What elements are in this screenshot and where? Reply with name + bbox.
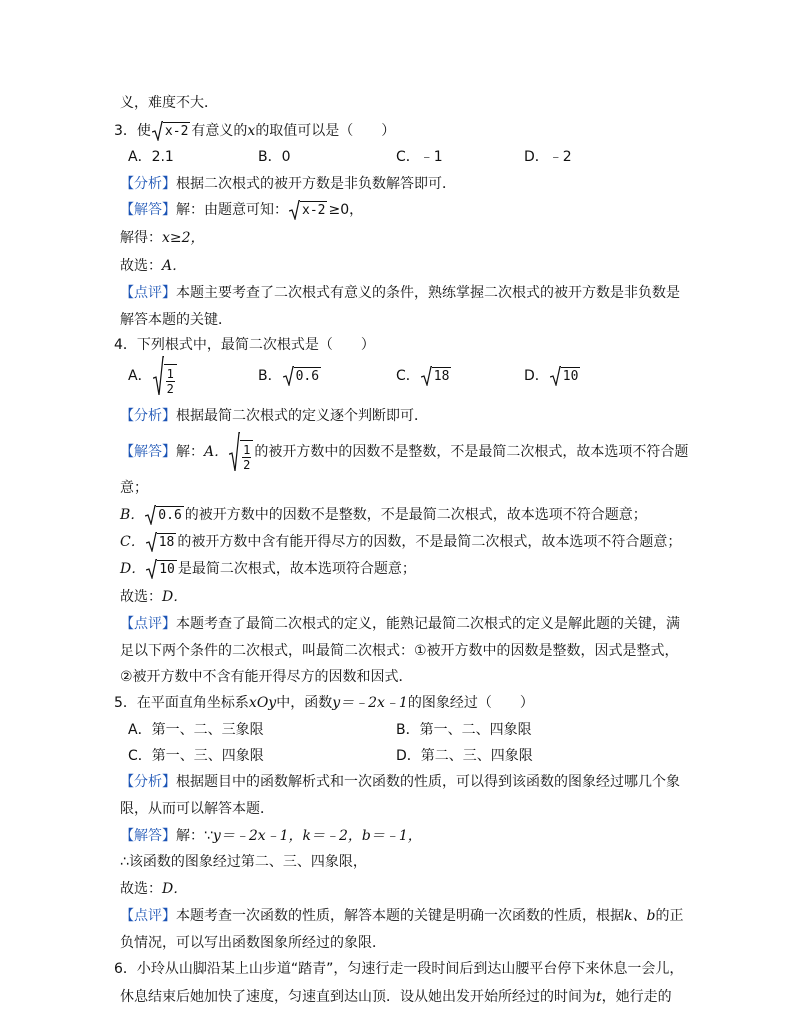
answer-paragraph: 【解答】解：由题意可知： x-2 ≥0， bbox=[120, 202, 364, 218]
comment-continuation: 负情况，可以写出函数图象所经过的象限． bbox=[120, 935, 386, 951]
question-6-stem: 6．小玲从山脚沿某上山步道“踏青”，匀速行走一段时间后到达山腰平台停下来休息一会儿， bbox=[114, 961, 684, 977]
comment-tag: 【点评】 bbox=[120, 285, 176, 301]
option-c: C．第一、三、四象限 bbox=[128, 748, 264, 764]
option-d: D．第二、三、四象限 bbox=[396, 748, 533, 764]
analysis-tag: 【分析】 bbox=[120, 774, 176, 790]
option-a: A． $\frac{1}{2}$ bbox=[128, 356, 178, 396]
comment-paragraph: 【点评】本题考查一次函数的性质，解答本题的关键是明确一次函数的性质，根据k、b的正 bbox=[120, 908, 684, 924]
question-number: 6． bbox=[114, 961, 137, 977]
therefore-line: ∴该函数的图象经过第二、三、四象限， bbox=[120, 854, 367, 870]
answer-paragraph: 【解答】解：∵y＝﹣2x﹣1，k＝﹣2，b＝﹣1， bbox=[120, 828, 422, 844]
comment-tag: 【点评】 bbox=[120, 616, 176, 632]
answer-tag: 【解答】 bbox=[120, 444, 176, 460]
question-3-stem: 3．使 x-2 有意义的x的取值可以是（ ） bbox=[114, 123, 396, 139]
option-c: C． 18 bbox=[396, 368, 450, 384]
choice-line: 故选：D． bbox=[120, 589, 188, 605]
analysis-paragraph: 【分析】根据题目中的函数解析式和一次函数的性质，可以得到该函数的图象经过哪几个象 bbox=[120, 774, 680, 790]
sqrt-expression: 18 bbox=[146, 532, 177, 552]
analysis-paragraph: 【分析】根据最简二次根式的定义逐个判断即可． bbox=[120, 408, 428, 424]
radicand: x-2 bbox=[302, 203, 326, 218]
comment-tag: 【点评】 bbox=[120, 908, 176, 924]
sqrt-expression: 10 bbox=[550, 366, 581, 386]
comment-continuation: 足以下两个条件的二次根式，叫最简二次根式：①被开方数中的因数是整数，因式是整式， bbox=[120, 643, 679, 659]
sqrt-expression: 0.6 bbox=[283, 366, 321, 386]
choice-line: 故选：A． bbox=[120, 258, 187, 274]
analysis-paragraph: 【分析】根据二次根式的被开方数是非负数解答即可． bbox=[120, 176, 456, 192]
question-number: 4． bbox=[114, 337, 137, 353]
comment-continuation: 解答本题的关键． bbox=[120, 312, 232, 328]
sqrt-fraction: $\frac{1}{2}$ bbox=[229, 432, 253, 472]
question-6-continuation: 休息结束后她加快了速度，匀速直到达山顶．设从她出发开始所经过的时间为t，她行走的 bbox=[120, 989, 672, 1005]
question-5-stem: 5．在平面直角坐标系xOy中，函数y＝﹣2x﹣1的图象经过（ ） bbox=[114, 695, 534, 711]
option-a: A．第一、二、三象限 bbox=[128, 722, 264, 738]
answer-tag: 【解答】 bbox=[120, 202, 176, 218]
prev-tail-text: 义，难度不大． bbox=[120, 95, 218, 111]
analysis-tag: 【分析】 bbox=[120, 408, 176, 424]
sqrt-expression: 18 bbox=[421, 366, 452, 386]
choice-line: 故选：D． bbox=[120, 881, 188, 897]
variable: x bbox=[247, 123, 256, 139]
question-4-stem: 4．下列根式中，最简二次根式是（ ） bbox=[114, 337, 375, 353]
radicand: x-2 bbox=[164, 124, 189, 139]
sqrt-expression bbox=[289, 200, 327, 220]
comment-paragraph: 【点评】本题主要考查了二次根式有意义的条件，熟练掌握二次根式的被开方数是非负数是 bbox=[120, 285, 680, 301]
option-d: D．﹣2 bbox=[524, 149, 572, 165]
comment-continuation: ②被开方数中不含有能开得尽方的因数和因式． bbox=[120, 669, 413, 685]
sqrt-expression bbox=[152, 121, 190, 141]
question-number: 5． bbox=[114, 695, 137, 711]
answer-item-d: D． 10 是最简二次根式，故本选项符合题意； bbox=[120, 561, 416, 577]
option-d: D． 10 bbox=[524, 368, 579, 384]
answer-item-b: B． 0.6 的被开方数中的因数不是整数，不是最简二次根式，故本选项不符合题意； bbox=[120, 507, 647, 523]
analysis-tag: 【分析】 bbox=[120, 176, 176, 192]
option-c: C．﹣1 bbox=[396, 149, 443, 165]
answer-tag: 【解答】 bbox=[120, 828, 176, 844]
analysis-continuation: 限，从而可以解答本题． bbox=[120, 801, 274, 817]
solve-line: 解得：x≥2， bbox=[120, 230, 205, 246]
answer-continuation: 意； bbox=[120, 480, 148, 496]
sqrt-fraction: $\frac{1}{2}$ bbox=[153, 356, 177, 396]
option-b: B． 0.6 bbox=[258, 368, 320, 384]
option-b: B．第一、二、四象限 bbox=[396, 722, 532, 738]
comment-paragraph: 【点评】本题考查了最简二次根式的定义，能熟记最简二次根式的定义是解此题的关键，满 bbox=[120, 616, 680, 632]
question-number: 3． bbox=[114, 123, 137, 139]
option-a: A．2.1 bbox=[128, 149, 174, 165]
answer-paragraph: 【解答】解：A． $\frac{1}{2}$ 的被开方数中的因数不是整数，不是最简二次根式，故本选项不符合题 bbox=[120, 432, 688, 472]
option-b: B．0 bbox=[258, 149, 291, 165]
answer-item-c: C． 18 的被开方数中含有能开得尽方的因数，不是最简二次根式，故本选项不符合题意； bbox=[120, 534, 682, 550]
sqrt-expression: 0.6 bbox=[145, 505, 183, 525]
sqrt-expression: 10 bbox=[146, 559, 177, 579]
